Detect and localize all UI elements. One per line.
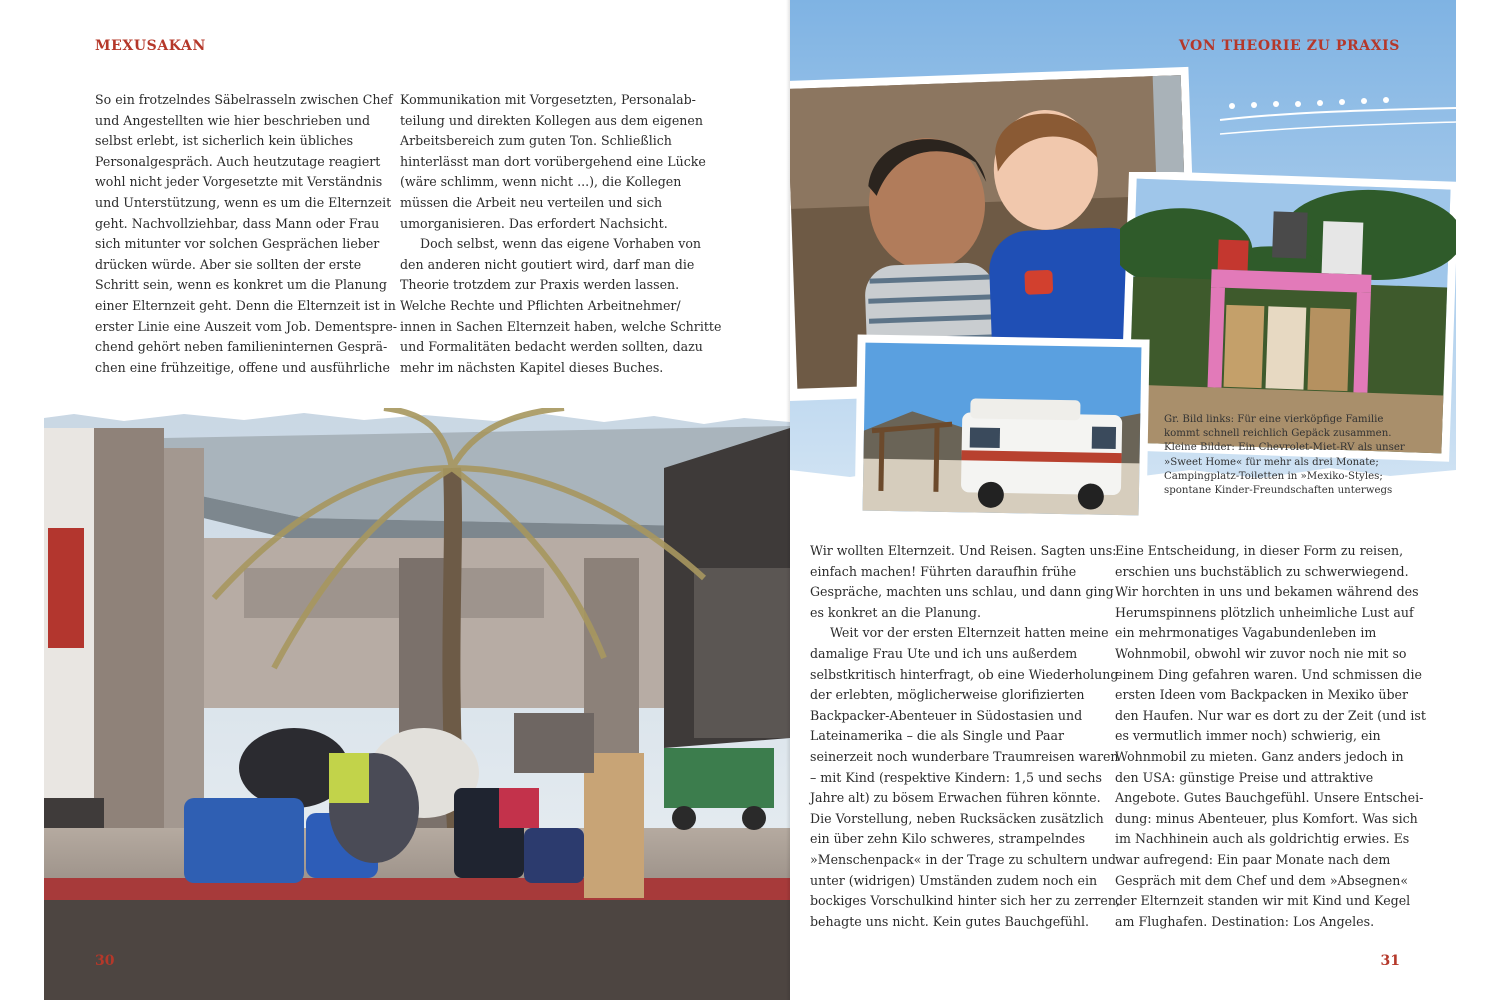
caption-line: Campingplatz-Toiletten in »Mexiko-Styles; xyxy=(1164,470,1383,482)
photo-caption xyxy=(1164,413,1404,498)
text-line: erschien uns buchstäblich zu schwerwiegend. xyxy=(1115,563,1409,579)
text-line: Schritt sein, wenn es konkret um die Planung xyxy=(95,277,387,293)
text-line: Backpacker-Abenteuer in Südostasien und xyxy=(810,707,1083,723)
text-line: Weit vor der ersten Elternzeit hatten meine xyxy=(830,625,1109,641)
text-line: einer Elternzeit geht. Denn die Elternzeit ist in xyxy=(95,297,396,313)
text-line: einfach machen! Führten daraufhin frühe xyxy=(810,563,1077,579)
text-line: den anderen nicht goutiert wird, darf man die xyxy=(400,256,695,272)
left-page xyxy=(44,0,790,1000)
text-line: Welche Rechte und Pflichten Arbeitnehmer/ xyxy=(400,297,681,313)
text-line: Gespräche, machten uns schlau, und dann ging xyxy=(810,584,1114,600)
text-line: Wohnmobil zu mieten. Ganz anders jedoch in xyxy=(1115,748,1404,764)
text-line: Eine Entscheidung, in dieser Form zu reisen, xyxy=(1115,543,1404,558)
right-page xyxy=(790,0,1456,1000)
text-line: (wäre schlimm, wenn nicht ...), die Kollegen xyxy=(400,174,682,190)
text-line: der erlebten, möglicherweise glorifizierten xyxy=(810,687,1085,703)
text-line: und Angestellten wie hier beschrieben und xyxy=(95,112,371,128)
text-line: Theorie trotzdem zur Praxis werden lassen. xyxy=(400,277,680,293)
text-line: Lateinamerika – die als Single und Paar xyxy=(810,728,1065,744)
text-line: im Nachhinein auch als goldrichtig erwies. Es xyxy=(1115,831,1410,847)
text-line: Kommunikation mit Vorgesetzten, Personalab- xyxy=(400,92,696,107)
caption-line: Gr. Bild links: Für eine vierköpfige Familie xyxy=(1164,414,1384,425)
text-line: Angebote. Gutes Bauchgefühl. Unsere Entschei- xyxy=(1115,790,1424,806)
text-line: Herumspinnens plötzlich unheimliche Lust auf xyxy=(1115,604,1414,620)
text-line: erster Linie eine Auszeit vom Job. Dementspre- xyxy=(95,318,398,334)
left-column-1 xyxy=(95,90,398,378)
text-line: seinerzeit noch wunderbare Traumreisen waren xyxy=(810,748,1119,764)
right-column-2 xyxy=(1115,541,1426,932)
text-line: Jahre alt) zu bösem Erwachen führen könnte. xyxy=(810,790,1101,806)
text-line: chen eine frühzeitige, offene und ausführliche xyxy=(95,359,390,375)
text-line: Doch selbst, wenn das eigene Vorhaben von xyxy=(420,236,702,252)
text-line: mehr im nächsten Kapitel dieses Buches. xyxy=(400,359,664,375)
running-head-right: VON THEORIE ZU PRAXIS xyxy=(1178,38,1400,54)
luggage-photo-illustration xyxy=(44,408,790,1000)
text-line: einem Ding gefahren waren. Und schmissen die xyxy=(1115,666,1422,682)
text-line: selbstkritisch hinterfragt, ob eine Wiederholung xyxy=(810,666,1119,682)
text-line: Wir wollten Elternzeit. Und Reisen. Sagten uns: xyxy=(810,543,1117,558)
text-line: geht. Nachvollziehbar, dass Mann oder Frau xyxy=(95,215,380,231)
paragraph xyxy=(1115,541,1426,932)
text-line: chend gehört neben familieninternen Gesprä- xyxy=(95,339,388,355)
text-line: Wohnmobil, obwohl wir zuvor noch nie mit so xyxy=(1115,645,1407,661)
text-line: behagte uns nicht. Kein gutes Bauchgefühl. xyxy=(810,913,1090,929)
text-line: es vermutlich immer noch) schwierig, ein xyxy=(1115,728,1381,744)
text-line: bockiges Vorschulkind hinter sich her zu zerren, xyxy=(810,893,1120,909)
text-line: den USA: günstige Preise und attraktive xyxy=(1115,769,1374,785)
text-line: es konkret an die Planung. xyxy=(810,604,981,620)
luggage-photo xyxy=(44,408,790,1000)
paragraph xyxy=(95,90,398,378)
text-line: den Haufen. Nur war es dort zu der Zeit (und ist xyxy=(1115,707,1426,723)
text-line: der Elternzeit standen wir mit Kind und Kegel xyxy=(1115,893,1411,909)
caption-line: Kleine Bilder: Ein Chevrolet-Miet-RV als unser xyxy=(1164,442,1405,454)
text-line: dung: minus Abenteuer, plus Komfort. Was sich xyxy=(1115,810,1418,826)
paragraph xyxy=(400,90,706,234)
rv-photo xyxy=(852,333,1152,528)
text-line: ein mehrmonatiges Vagabundenleben im xyxy=(1115,625,1377,641)
text-line: So ein frotzelndes Säbelrasseln zwischen Chef xyxy=(95,92,393,107)
text-line: teilung und direkten Kollegen aus dem eigenen xyxy=(400,112,703,128)
text-line: und Formalitäten bedacht werden sollten, dazu xyxy=(400,339,703,355)
text-line: war aufregend: Ein paar Monate nach dem xyxy=(1115,851,1391,867)
text-line: Arbeitsbereich zum guten Ton. Schließlich xyxy=(400,133,672,149)
text-line: ersten Ideen vom Backpacken in Mexiko über xyxy=(1115,687,1409,703)
text-line: Die Vorstellung, neben Rucksäcken zusätzlich xyxy=(810,810,1104,826)
text-line: müssen die Arbeit neu verteilen und sich xyxy=(400,194,663,210)
paragraph xyxy=(400,234,722,378)
caption-line: spontane Kinder-Freundschaften unterwegs xyxy=(1164,485,1393,497)
paragraph xyxy=(810,541,1117,623)
text-line: Gespräch mit dem Chef und dem »Absegnen« xyxy=(1115,872,1409,888)
left-column-2 xyxy=(400,90,722,378)
text-line: Personalgespräch. Auch heutzutage reagiert xyxy=(95,153,381,169)
text-line: – mit Kind (respektive Kindern: 1,5 und sechs xyxy=(810,769,1102,785)
text-line: umorganisieren. Das erfordert Nachsicht. xyxy=(400,215,668,231)
text-line: »Menschenpack« in der Trage zu schultern und xyxy=(810,851,1116,867)
text-line: damalige Frau Ute und ich uns außerdem xyxy=(810,645,1078,661)
text-line: ein über zehn Kilo schweres, strampelndes xyxy=(810,831,1086,847)
page-number-right: 31 xyxy=(1380,953,1400,969)
caption-line: kommt schnell reichlich Gepäck zusammen. xyxy=(1164,428,1392,440)
text-line: und Unterstützung, wenn es um die Elternzeit xyxy=(95,194,392,210)
running-head-left: MEXUSAKAN xyxy=(95,38,206,54)
paragraph xyxy=(810,623,1120,932)
text-line: hinterlässt man dort vorübergehend eine Lücke xyxy=(400,153,706,169)
text-line: unter (widrigen) Umständen zudem noch ein xyxy=(810,872,1098,888)
text-line: sich mitunter vor solchen Gesprächen lieber xyxy=(95,236,380,252)
text-line: am Flughafen. Destination: Los Angeles. xyxy=(1115,913,1375,929)
text-line: Wir horchten in uns und bekamen während des xyxy=(1115,584,1419,600)
caption-line: »Sweet Home« für mehr als drei Monate; xyxy=(1164,456,1379,468)
right-column-1 xyxy=(810,541,1120,932)
text-line: innen in Sachen Elternzeit haben, welche Schritte xyxy=(400,318,722,334)
text-line: drücken würde. Aber sie sollten der erste xyxy=(95,256,362,272)
text-line: wohl nicht jeder Vorgesetzte mit Verständnis xyxy=(95,174,383,190)
text-line: selbst erlebt, ist sicherlich kein übliches xyxy=(95,133,354,149)
page-number-left: 30 xyxy=(95,953,115,969)
